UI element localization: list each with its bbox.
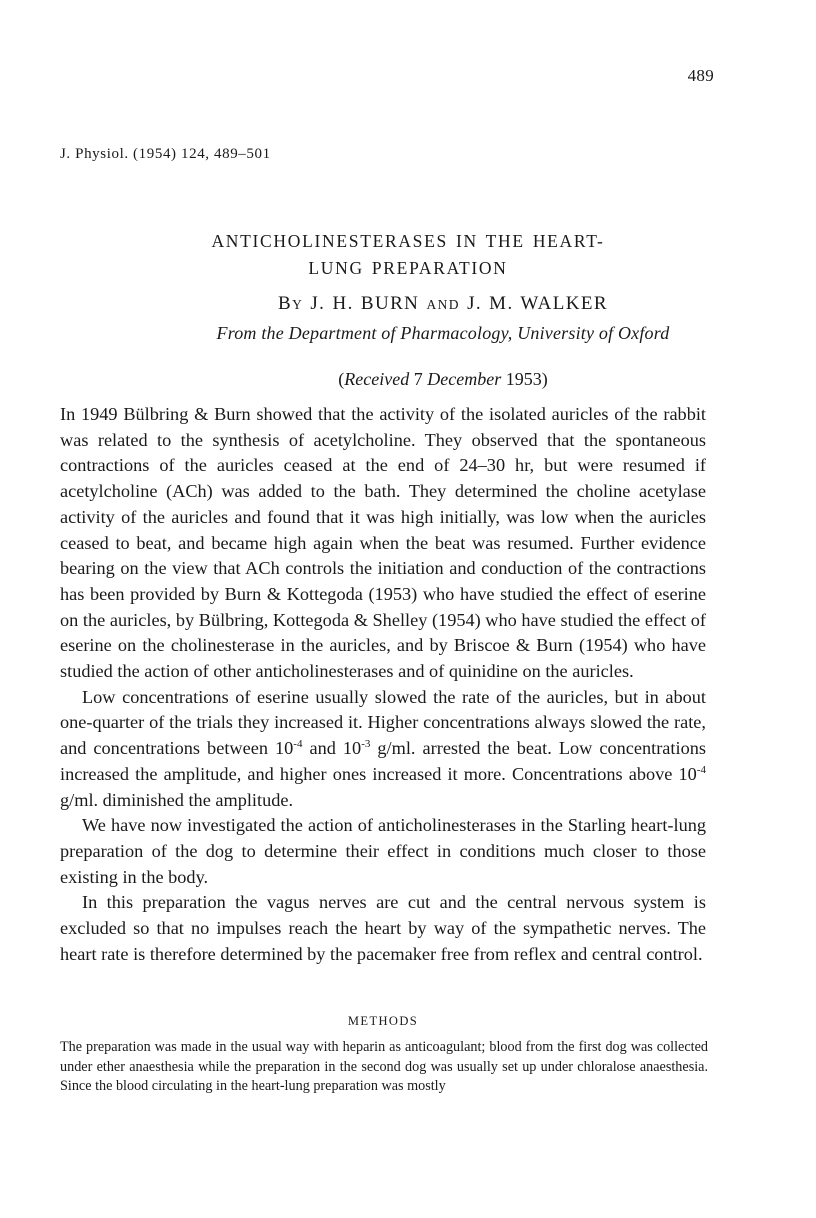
article-title-line-1: ANTICHOLINESTERASES IN THE HEART- [211,231,605,251]
received-month: December [427,369,502,389]
p2-part-c: g/ml. arrested the beat. Low concentrations increased the amplitude, and higher ones increased it more. Concentrations above 10 [60,738,706,784]
author-name-1: J. H. BURN [310,293,420,314]
page-number: 489 [687,66,714,85]
methods-paragraph: The preparation was made in the usual way with heparin as anticoagulant; blood from the first dog was collected under ether anaesthesia while the preparation in the second dog was usually set up under chloralose anaesthesia. Since the blood circulating in the heart-lung preparation was mostly [60,1039,708,1095]
author-name-2: J. M. WALKER [467,293,608,314]
byline-by-initial: B [278,293,293,314]
author-byline [60,293,816,315]
p2-part-d: g/ml. diminished the amplitude. [60,789,294,810]
article-body [60,402,706,967]
byline-and-rest: ND [437,297,460,312]
article-title [60,228,756,282]
journal-citation: J. Physiol. (1954) 124, 489–501 [60,146,271,162]
body-paragraph-3: We have now investigated the action of anticholinesterases in the Starling heart-lung preparation of the dog to determine their effect in conditions much closer to those existing in the body. [60,815,706,887]
received-day: 7 [409,369,428,389]
p2-exponent-3: -4 [696,763,706,776]
p2-exponent-2: -3 [361,738,371,751]
methods-heading: METHODS [347,1014,419,1028]
p2-part-a: Low concentrations of eserine usually slowed the rate of the auricles, but in about one-quarter of the trials they increased it. Higher concentrations always slowed the rate, and concentrations between 10 [60,686,706,759]
received-label: Received [344,369,410,389]
received-date [60,369,816,390]
byline-and-initial: A [426,297,438,312]
methods-section [60,1038,708,1097]
byline-by-rest: Y [292,297,304,312]
body-paragraph-1: In 1949 Bülbring & Burn showed that the activity of the isolated auricles of the rabbit was related to the synthesis of acetylcholine. They observed that the spontaneous contractions of the auricles ceased at the end of 24–30 hr, but were resumed if acetylcholine (ACh) was added to the bath. They determined the choline acetylase activity of the auricles and found that it was high initially, was low when the auricles ceased to beat, and became high again when the beat was resumed. Further evidence bearing on the view that ACh controls the initiation and conduction of the contractions has been provided by Burn & Kottegoda (1953) who have studied the effect of eserine on the auricles, by Bülbring, Kottegoda & Shelley (1954) who have studied the effect of eserine on the cholinesterase in the auricles, and by Briscoe & Burn (1954) who have studied the action of other anticholinesterases and of quinidine on the auricles. [60,404,706,682]
article-title-line-2: LUNG PREPARATION [308,258,508,278]
received-year: 1953) [501,369,548,389]
author-affiliation: From the Department of Pharmacology, University of Oxford [216,323,670,343]
body-paragraph-2 [60,685,706,814]
p2-exponent-1: -4 [293,738,303,751]
body-paragraph-4: In this preparation the vagus nerves are cut and the central nervous system is excluded so that no impulses reach the heart by way of the sympathetic nerves. The heart rate is therefore determined by the pacemaker free from reflex and central control. [60,892,706,964]
received-open: ( [338,369,345,389]
p2-part-b: and 10 [302,738,362,759]
